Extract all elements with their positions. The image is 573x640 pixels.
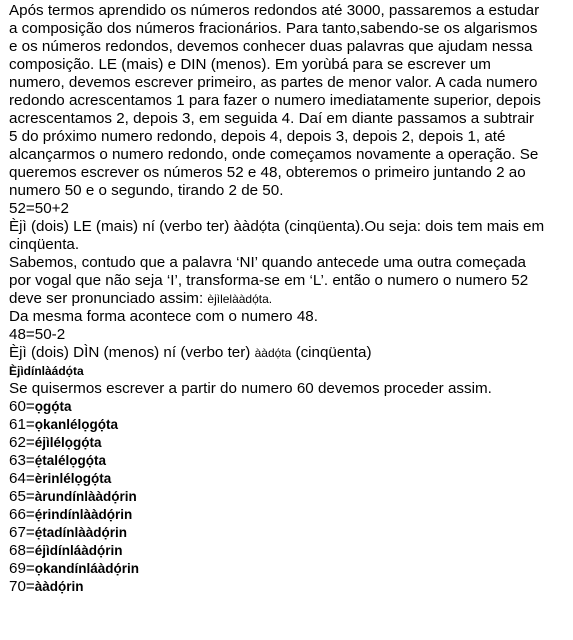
list-number: 61= bbox=[9, 416, 35, 433]
mesma-forma-line: Da mesma forma acontece com o numero 48. bbox=[9, 308, 318, 325]
eji-din-word: ààdọ́ta bbox=[254, 346, 292, 360]
list-word: éjìlélọgọ́ta bbox=[34, 435, 102, 450]
list-item bbox=[9, 524, 567, 542]
eji-din-text: Èjì (dois) DÌN (menos) ní (verbo ter) bbox=[9, 344, 255, 361]
list-word: ọkanlélọgọ́ta bbox=[34, 417, 119, 432]
text-line: Sabemos, contudo que a palavra ‘NI’ quando antecede uma outra começada bbox=[9, 254, 526, 271]
list-item bbox=[9, 542, 567, 560]
list-number: 63= bbox=[9, 452, 35, 469]
text-line: cinqüenta. bbox=[9, 236, 80, 253]
text-line: acrescentamos 2, depois 3, em seguida 4. Daí em diante passamos a subtrair bbox=[9, 110, 535, 127]
list-number: 62= bbox=[9, 434, 35, 451]
list-item bbox=[9, 470, 567, 488]
list-number: 69= bbox=[9, 560, 35, 577]
list-word: ààdọ́rin bbox=[34, 579, 84, 594]
text-line: 5 do próximo numero redondo, depois 4, depois 3, depois 2, depois 1, até bbox=[9, 128, 506, 145]
list-number: 68= bbox=[9, 542, 35, 559]
eji-le-paragraph bbox=[9, 218, 567, 254]
list-word: ọkandínláàdọ́rin bbox=[34, 561, 140, 576]
pronounce-word: èjìlelààdọ́ta. bbox=[207, 292, 273, 306]
pronounce-line bbox=[9, 290, 567, 308]
list-word: éjìdínláàdọ́rin bbox=[34, 543, 123, 558]
text-line: e os números redondos, devemos conhecer duas palavras que ajudam nessa bbox=[9, 38, 533, 55]
list-word: ẹ́rindínlààdọ́rin bbox=[34, 507, 133, 522]
list-number: 65= bbox=[9, 488, 35, 505]
list-item bbox=[9, 506, 567, 524]
list-item bbox=[9, 488, 567, 506]
text-line: composição. LE (mais) e DIN (menos). Em yorùbá para se escrever um bbox=[9, 56, 491, 73]
number-list bbox=[9, 398, 567, 596]
se-quisermos-line: Se quisermos escrever a partir do numero 60 devemos proceder assim. bbox=[9, 380, 492, 397]
text-line: numero, devemos escrever primeiro, as partes de menor valor. A cada numero bbox=[9, 74, 538, 91]
list-item bbox=[9, 416, 567, 434]
document-page bbox=[9, 2, 567, 596]
list-word: ẹ́talélọgọ́ta bbox=[34, 453, 107, 468]
list-item bbox=[9, 560, 567, 578]
list-word: èrinlélọgọ́ta bbox=[34, 471, 112, 486]
text-line: numero 50 e o segundo, tirando 2 de 50. bbox=[9, 182, 284, 199]
list-number: 66= bbox=[9, 506, 35, 523]
list-word: àrundínlààdọ́rin bbox=[34, 489, 137, 504]
text-line: queremos escrever os números 52 e 48, obteremos o primeiro juntando 2 ao bbox=[9, 164, 526, 181]
list-item bbox=[9, 398, 567, 416]
pronounce-text: deve ser pronunciado assim: bbox=[9, 290, 208, 307]
sabemos-paragraph bbox=[9, 254, 567, 308]
list-number: 70= bbox=[9, 578, 35, 595]
list-number: 67= bbox=[9, 524, 35, 541]
text-line: Após termos aprendido os números redondos até 3000, passaremos a estudar bbox=[9, 2, 540, 19]
text-line: Èjì (dois) LE (mais) ní (verbo ter) ààdọ́ta (cinqüenta).Ou seja: dois tem mais em bbox=[9, 218, 545, 235]
text-line: redondo acrescentamos 1 para fazer o numero imediatamente superior, depois bbox=[9, 92, 541, 109]
list-number: 60= bbox=[9, 398, 35, 415]
eji-din-tail: (cinqüenta) bbox=[291, 344, 372, 361]
list-item bbox=[9, 578, 567, 596]
text-line: a composição dos números fracionários. Para tanto,sabendo-se os algarismos bbox=[9, 20, 538, 37]
eji-din-line bbox=[9, 344, 567, 362]
text-line: por vogal que não seja ‘I’, transforma-se em ‘L’. então o numero o numero 52 bbox=[9, 272, 529, 289]
equation-52: 52=50+2 bbox=[9, 200, 69, 217]
list-item bbox=[9, 434, 567, 452]
list-word: ọgọ́ta bbox=[34, 399, 72, 414]
list-word: ẹ́tadínlààdọ́rin bbox=[34, 525, 128, 540]
equation-48: 48=50-2 bbox=[9, 326, 66, 343]
text-line: alcançarmos o numero redondo, onde começamos novamente a operação. Se bbox=[9, 146, 539, 163]
word-48: Èjìdínlàádọ́ta bbox=[9, 364, 84, 378]
intro-paragraph bbox=[9, 2, 567, 200]
list-item bbox=[9, 452, 567, 470]
list-number: 64= bbox=[9, 470, 35, 487]
